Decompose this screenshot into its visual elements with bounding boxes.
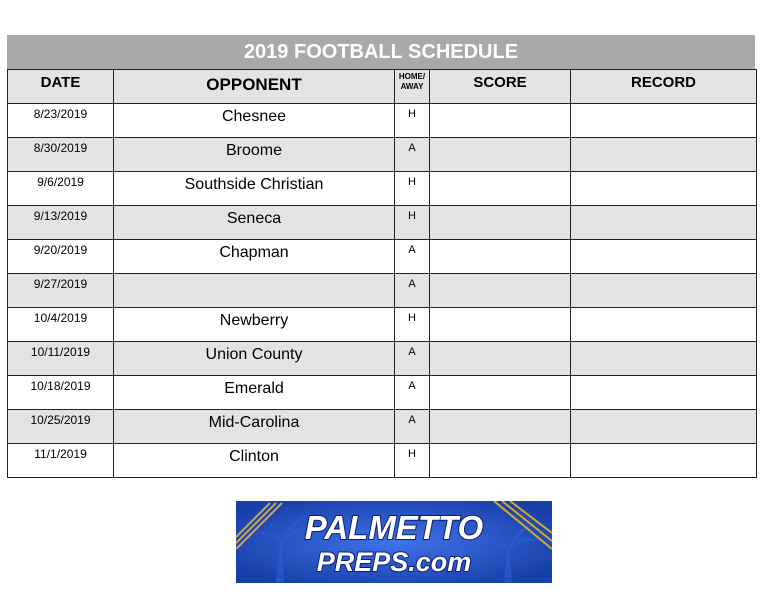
table-row xyxy=(8,138,757,172)
table-row xyxy=(8,206,757,240)
game-date: 9/6/2019 xyxy=(8,172,114,206)
home-away-header xyxy=(395,70,430,104)
table-row xyxy=(8,274,757,308)
game-opponent: Southside Christian xyxy=(114,172,395,206)
header-row xyxy=(8,70,757,104)
game-home-away: H xyxy=(395,172,430,206)
game-home-away: A xyxy=(395,410,430,444)
game-date: 10/11/2019 xyxy=(8,342,114,376)
table-row xyxy=(8,410,757,444)
game-home-away: H xyxy=(395,444,430,478)
logo-line-2: PREPS.com xyxy=(316,547,472,577)
schedule-table xyxy=(7,69,757,478)
opponent-header: OPPONENT xyxy=(114,70,395,104)
game-score xyxy=(430,206,571,240)
game-score xyxy=(430,138,571,172)
game-date: 9/27/2019 xyxy=(8,274,114,308)
game-home-away: H xyxy=(395,308,430,342)
game-opponent: Emerald xyxy=(114,376,395,410)
game-record xyxy=(571,274,757,308)
game-record xyxy=(571,206,757,240)
table-row xyxy=(8,376,757,410)
game-opponent: Chapman xyxy=(114,240,395,274)
game-record xyxy=(571,240,757,274)
game-home-away: H xyxy=(395,206,430,240)
game-home-away: A xyxy=(395,376,430,410)
table-row xyxy=(8,104,757,138)
game-score xyxy=(430,240,571,274)
away-label: AWAY xyxy=(400,82,424,91)
game-record xyxy=(571,376,757,410)
game-score xyxy=(430,410,571,444)
game-score xyxy=(430,444,571,478)
date-header: DATE xyxy=(8,70,114,104)
table-row xyxy=(8,444,757,478)
game-record xyxy=(571,138,757,172)
game-date: 8/23/2019 xyxy=(8,104,114,138)
game-record xyxy=(571,308,757,342)
game-date: 9/20/2019 xyxy=(8,240,114,274)
game-opponent: Chesnee xyxy=(114,104,395,138)
home-label: HOME/ xyxy=(398,72,426,81)
game-record xyxy=(571,172,757,206)
game-score xyxy=(430,104,571,138)
game-score xyxy=(430,172,571,206)
record-header: RECORD xyxy=(571,70,757,104)
game-home-away: A xyxy=(395,138,430,172)
logo-line-1: PALMETTO xyxy=(304,509,484,546)
game-home-away: A xyxy=(395,240,430,274)
game-opponent: Union County xyxy=(114,342,395,376)
game-opponent: Seneca xyxy=(114,206,395,240)
game-opponent: Mid-Carolina xyxy=(114,410,395,444)
game-record xyxy=(571,104,757,138)
game-date: 10/4/2019 xyxy=(8,308,114,342)
score-header: SCORE xyxy=(430,70,571,104)
game-record xyxy=(571,410,757,444)
table-row xyxy=(8,308,757,342)
game-date: 10/18/2019 xyxy=(8,376,114,410)
game-opponent: Broome xyxy=(114,138,395,172)
game-date: 8/30/2019 xyxy=(8,138,114,172)
game-opponent: Newberry xyxy=(114,308,395,342)
game-date: 10/25/2019 xyxy=(8,410,114,444)
table-row xyxy=(8,172,757,206)
game-opponent: Clinton xyxy=(114,444,395,478)
game-score xyxy=(430,274,571,308)
game-date: 11/1/2019 xyxy=(8,444,114,478)
table-row xyxy=(8,240,757,274)
game-score xyxy=(430,376,571,410)
table-row xyxy=(8,342,757,376)
palmetto-preps-logo xyxy=(236,501,552,583)
game-score xyxy=(430,308,571,342)
game-home-away: A xyxy=(395,274,430,308)
logo-graphic xyxy=(236,501,552,583)
game-record xyxy=(571,342,757,376)
game-home-away: A xyxy=(395,342,430,376)
game-record xyxy=(571,444,757,478)
game-opponent xyxy=(114,274,395,308)
game-date: 9/13/2019 xyxy=(8,206,114,240)
game-home-away: H xyxy=(395,104,430,138)
schedule-title: 2019 FOOTBALL SCHEDULE xyxy=(7,35,755,69)
game-score xyxy=(430,342,571,376)
